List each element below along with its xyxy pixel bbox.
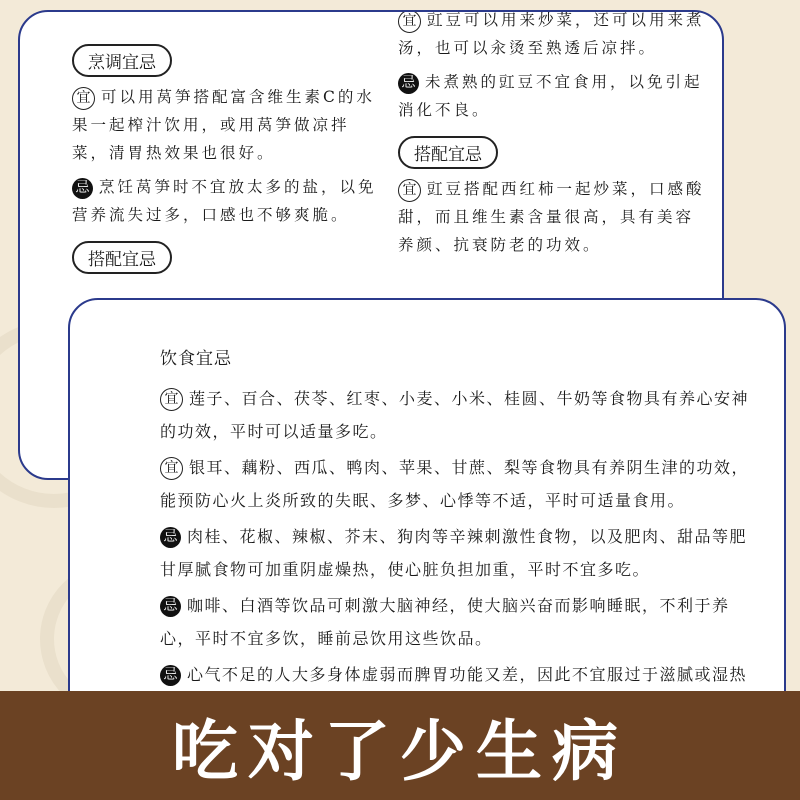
back-left-column — [72, 38, 382, 278]
avoid-badge-icon: 忌 — [72, 178, 93, 199]
item-text: 莲子、百合、茯苓、红枣、小麦、小米、桂圆、牛奶等食物具有养心安神的功效，平时可以适量多吃。 — [160, 389, 750, 441]
item-text: 可以用莴笋搭配富含维生素C的水果一起榨汁饮用，或用莴笋做凉拌菜，清胃热效果也很好。 — [72, 88, 375, 162]
recommended-item — [398, 175, 708, 259]
suitable-badge-icon: 宜 — [398, 179, 421, 202]
section-pill-label: 搭配宜忌 — [398, 136, 498, 169]
suitable-badge-icon: 宜 — [398, 10, 421, 33]
section-title: 饮食宜忌 — [160, 349, 232, 369]
suitable-badge-icon: 宜 — [160, 388, 183, 411]
suitable-badge-icon: 宜 — [160, 457, 183, 480]
section-pill-label: 搭配宜忌 — [72, 241, 172, 274]
avoid-item — [160, 589, 760, 655]
item-text: 心气不足的人大多身体虚弱而脾胃功能又差，因此不宜服过于滋腻或湿热 — [187, 665, 748, 684]
avoid-badge-icon: 忌 — [160, 527, 181, 548]
item-text: 未煮熟的豇豆不宜食用，以免引起消化不良。 — [398, 73, 703, 119]
diet-list — [160, 382, 760, 727]
item-text: 咖啡、白酒等饮品可刺激大脑神经，使大脑兴奋而影响睡眠，不利于养心，平时不宜多饮，睡前忌饮用这些饮品。 — [160, 596, 730, 648]
item-text: 烹饪莴笋时不宜放太多的盐，以免营养流失过多，口感也不够爽脆。 — [72, 178, 377, 224]
recommended-item — [398, 10, 708, 62]
item-text: 银耳、藕粉、西瓜、鸭肉、苹果、甘蔗、梨等食物具有养阴生津的功效，能预防心火上炎所致的失眠、多梦、心悸等不适，平时可适量食用。 — [160, 458, 750, 510]
avoid-item — [398, 68, 708, 124]
recommended-item — [160, 451, 760, 517]
section-pill-label: 烹调宜忌 — [72, 44, 172, 77]
avoid-badge-icon: 忌 — [160, 665, 181, 686]
avoid-item — [72, 173, 382, 229]
banner-slogan: 吃对了少生病 — [172, 713, 628, 790]
back-right-column — [398, 10, 708, 265]
suitable-badge-icon: 宜 — [72, 87, 95, 110]
bottom-banner — [0, 691, 800, 800]
item-text: 豇豆搭配西红柿一起炒菜，口感酸甜，而且维生素含量很高，具有美容养颜、抗衰防老的功效。 — [398, 180, 705, 254]
avoid-badge-icon: 忌 — [160, 596, 181, 617]
recommended-item — [72, 83, 382, 167]
recommended-item — [160, 382, 760, 448]
avoid-item — [160, 520, 760, 586]
item-text: 肉桂、花椒、辣椒、芥末、狗肉等辛辣刺激性食物，以及肥肉、甜品等肥甘厚腻食物可加重阴虚燥热，使心脏负担加重，平时不宜多吃。 — [160, 527, 748, 579]
item-text: 豇豆可以用来炒菜，还可以用来煮汤，也可以汆烫至熟透后凉拌。 — [398, 11, 705, 57]
avoid-badge-icon: 忌 — [398, 73, 419, 94]
